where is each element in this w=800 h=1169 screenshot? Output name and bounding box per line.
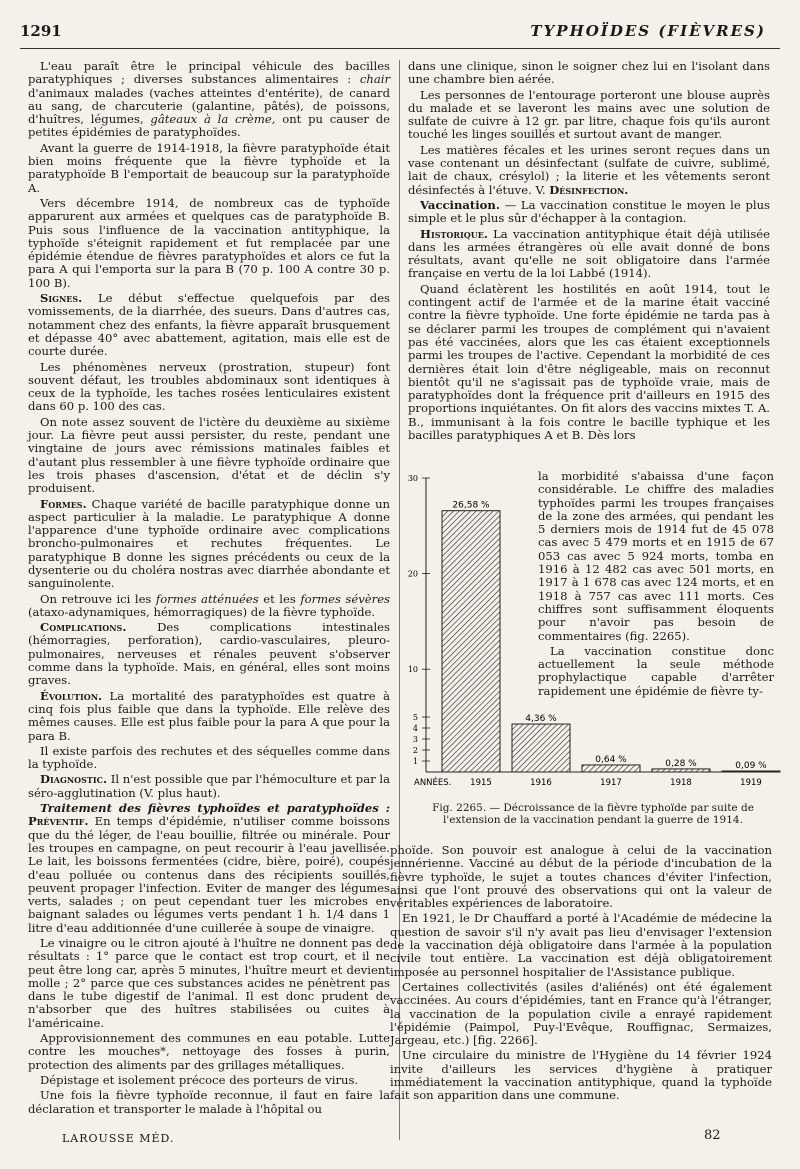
running-title: TYPHOÏDES (FIÈVRES) [530, 22, 766, 40]
paragraph: Les phénomènes nerveux (prostration, stupeur) font souvent défaut, les troubles abdominaux sont identiques à ceux de la typhoïde, les taches rosées lenticulaires existent dans 60 p. 100 des cas. [28, 359, 390, 414]
paragraph: Évolution. La mortalité des paratyphoïdes est quatre à cinq fois plus faible que dans la typhoïde. Elle relève des mêmes causes. Elle est plus faible pour la para A que pour la para B. [28, 688, 391, 743]
paragraph: dans une clinique, sinon le soigner chez lui en l'isolant dans une chambre bien aérée. [408, 59, 770, 87]
paragraph: Formes. Chaque variété de bacille paratyphique donne un aspect particulier à la maladie. Le paratyphique A donne l'apparence d'une typhoïde ordinaire avec complications broncho-pulmonaires et rechutes fréquentes. Le paratyphique B donne les signes précédents ou ceux de la dysenterie ou du choléra nostras avec diarrhée abondante et sanguinolente. [28, 496, 390, 591]
x-tick-label: 1916 [530, 778, 552, 788]
paragraph: Quand éclatèrent les hostilités en août 1914, tout le contingent actif de l'armée et de la marine était vacciné contre la fièvre typhoïde. Une forte épidémie ne tarda pas à se déclarer parmi les troupes de complément qui n'avaient pas été vaccinées, alors que les cas étaient exceptionnels parmi les troupes de l'active. Cependant la morbidité de ces dernières était loin d'être négligeable, mais on reconnut bientôt qu'il ne s'agissait pas de typhoïde vraie, mais de paratyphoïdes dont la fréquence prit d'ailleurs en 1915 des proportions inquiétantes. On fit alors des vaccins mixtes T. A. B., immunisant à la fois contre le bacille typhique et les bacilles paratyphiques A et B. Dès lors [408, 281, 770, 443]
y-tick-label: 20 [407, 569, 418, 579]
bar [442, 511, 500, 772]
paragraph: Dépistage et isolement précoce des porteurs de virus. [40, 1072, 359, 1087]
left-column [28, 60, 390, 1118]
paragraph: Traitement des fièvres typhoïdes et paratyphoïdes : Préventif. En temps d'épidémie, n'utiliser comme boissons que du thé léger, de l'eau bouillie, filtrée ou minérale. Pour les troupes en campagne, on peut recourir à l'eau javellisée. Le lait, les boissons fermentées (cidre, bière, poiré), coupés d'eau polluée ou contenus dans des récipients souillés, peuvent propager l'infection. Eviter de manger des légumes verts, salades ; on peut cependant tuer les microbes en baignant salades ou légumes verts pendant 1 h. 1/4 dans 1 litre d'eau additionnée d'une cuillerée à soupe de vinaigre. [28, 801, 391, 935]
paragraph: Il existe parfois des rechutes et des séquelles comme dans la typhoïde. [28, 743, 390, 772]
paragraph: En 1921, le Dr Chauffard a porté à l'Académie de médecine la question de savoir s'il n'y avait pas lieu d'envisager l'extension de la vaccination déjà obligatoire dans l'armée à la population civile tout entière. La vaccination est déjà obligatoirement imposée au personnel hospitalier de l'Assistance publique. [390, 911, 772, 979]
y-tick-label: 3 [412, 735, 418, 744]
paragraph: La vaccination constitue donc actuellement la seule méthode prophylactique capable d'arrêter rapidement une épidémie de fièvre ty- [538, 643, 774, 698]
y-tick-label: 30 [407, 474, 418, 483]
paragraph: Approvisionnement des communes en eau potable. Lutte contre les mouches*, nettoyage des fosses à purin, protection des aliments par des grillages métalliques. [28, 1031, 390, 1072]
figure-caption: Fig. 2265. — Décroissance de la fièvre typhoïde par suite de l'extension de la vaccination pendant la guerre de 1914. [432, 802, 754, 826]
page-number: 1291 [20, 22, 62, 40]
figure-2265 [398, 470, 798, 800]
footer-page-number: 82 [704, 1128, 721, 1143]
bar-value-label: 0,09 % [735, 761, 767, 772]
paragraph: Une fois la fièvre typhoïde reconnue, il faut en faire la déclaration et transporter le malade à l'hôpital ou [28, 1088, 390, 1116]
bar [722, 771, 780, 772]
x-tick-label: 1915 [470, 778, 492, 788]
paragraph: Vers décembre 1914, de nombreux cas de typhoïde apparurent aux armées et quelques cas de paratyphoïde B. Puis sous l'influence de la vaccination antityphique, la typhoïde s'éteignit rapidement et fut remplacée par une épidémie étendue de fièvres paratyphoïdes et alors ce fut la para A qui l'emporta sur la para B (70 p. 100 A contre 30 p. 100 B). [28, 195, 390, 290]
header-rule [20, 48, 780, 49]
page-header [20, 22, 780, 44]
chart-side-text [538, 470, 774, 700]
bar [652, 769, 710, 772]
bar-value-label: 0,28 % [665, 758, 697, 769]
paragraph: L'eau paraît être le principal véhicule des bacilles paratyphiques ; diverses substances alimentaires : chair d'animaux malades (vaches atteintes d'entérite), de canard au sang, de charcuterie (galantine, pâtés), de poissons, d'huîtres, légumes, gâteaux à la crème, ont pu causer de petites épidémies de paratyphoïdes. [28, 59, 391, 140]
y-tick-label: 5 [412, 713, 418, 722]
y-tick-label: 4 [412, 724, 418, 733]
x-tick-label: 1919 [740, 778, 762, 788]
paragraph: Signes. Le début s'effectue quelquefois par des vomissements, de la diarrhée, des sueurs. Dans d'autres cas, notamment chez des enfants, la fièvre apparaît brusquement et dépasse 40° avec abattement, agitation, mais elle est de courte durée. [28, 291, 391, 359]
paragraph: phoïde. Son pouvoir est analogue à celui de la vaccination jennérienne. Vacciné au début de la période d'incubation de la fièvre typhoïde, le sujet a toutes chances d'éviter l'infection, ainsi que l'ont prouvé des observations qui ont la valeur de véritables expériences de laboratoire. [390, 843, 772, 911]
paragraph: Une circulaire du ministre de l'Hygiène du 14 février 1924 invite d'ailleurs les services d'hygiène à pratiquer immédiatement la vaccination antityphique, quand la typhoïde fait son apparition dans une commune. [390, 1048, 772, 1103]
bar [512, 724, 570, 772]
bar-value-label: 4,36 % [525, 714, 557, 725]
paragraph: On note assez souvent de l'ictère du deuxième au sixième jour. La fièvre peut aussi persister, du reste, pendant une vingtaine de jours avec rémissions matinales faibles et d'autant plus ressembler à une fièvre typhoïde ordinaire que les trois phases d'ascension, d'état et de déclin s'y produisent. [28, 414, 390, 496]
paragraph: Avant la guerre de 1914-1918, la fièvre paratyphoïde était bien moins fréquente que la fièvre typhoïde et la paratyphoïde B l'emportait de beaucoup sur la paratyphoïde A. [28, 140, 390, 195]
bar-value-label: 26,58 % [452, 500, 490, 511]
right-column-bottom [390, 844, 772, 1105]
paragraph: Certaines collectivités (asiles d'aliénés) ont été également vaccinées. Au cours d'épidémies, tant en France qu'à l'étranger, la vaccination de la population civile a enrayé rapidement l'épidémie (Paimpol, Puy-l'Evêque, Rouffignac, Sermaizes, Jargeau, etc.) [fig. 2266]. [390, 979, 772, 1048]
paragraph: On retrouve ici les formes atténuées et les formes sévères (ataxo-adynamiques, hémorragiques) de la fièvre typhoïde. [28, 591, 391, 619]
paragraph: la morbidité s'abaissa d'une façon considérable. Le chiffre des maladies typhoïdes parmi les troupes françaises de la zone des armées, qui pendant les 5 derniers mois de 1914 fut de 45 078 cas avec 5 479 morts et en 1915 de 67 053 cas avec 5 924 morts, tomba en 1916 à 12 482 cas avec 501 morts, en 1917 à 1 678 cas avec 124 morts, et en 1918 à 757 cas avec 111 morts. Ces chiffres sont suffisamment éloquents pour n'avoir pas besoin de commentaires (fig. 2265). [538, 469, 774, 643]
x-axis-prefix: ANNÉES. [414, 778, 452, 788]
bar [582, 765, 640, 772]
paragraph: Les matières fécales et les urines seront reçues dans un vase contenant un désinfectant (sulfate de cuivre, sublimé, lait de chaux, crésylol) ; la literie et les vêtements seront désinfectés à l'étuve. V. Désinfection. [408, 142, 770, 197]
paragraph: Les personnes de l'entourage porteront une blouse auprès du malade et se laveront les mains avec une solution de sulfate de cuivre à 12 gr. par litre, chaque fois qu'ils auront touché les linges souillés et surtout avant de manger. [408, 87, 770, 142]
bar-value-label: 0,64 % [595, 754, 627, 765]
paragraph: Complications. Des complications intestinales (hémorragies, perforation), cardio-vasculaires, pleuro-pulmonaires, nerveuses et rénales peuvent s'observer comme dans la typhoïde. Mais, en général, elles sont moins graves. [28, 620, 390, 688]
y-tick-label: 2 [412, 746, 418, 755]
paragraph: Historique. La vaccination antityphique était déjà utilisée dans les armées étrangères où elle avait donné de bons résultats, avant qu'elle ne soit obligatoire dans l'armée française en vertu de la loi Labbé (1914). [408, 226, 771, 281]
x-tick-label: 1918 [670, 778, 692, 788]
paragraph: Vaccination. — La vaccination constitue le moyen le plus simple et le plus sûr d'échapper à la contagion. [408, 197, 770, 226]
paragraph: Le vinaigre ou le citron ajouté à l'huître ne donnent pas de résultats : 1° parce que le contact est trop court, et il ne peut être long car, après 5 minutes, l'huître meurt et devient molle ; 2° parce que ces substances acides ne pénètrent pas dans le tube digestif de l'animal. Il est donc prudent de n'absorber que des huîtres stabilisées ou cuites à l'américaine. [28, 936, 390, 1030]
x-tick-label: 1917 [600, 778, 622, 788]
y-tick-label: 10 [407, 665, 418, 675]
y-tick-label: 1 [412, 757, 418, 766]
right-column-top [408, 60, 770, 444]
footer-publisher: LAROUSSE MÉD. [62, 1132, 175, 1145]
paragraph: Diagnostic. Il n'est possible que par l'hémoculture et par la séro-agglutination (V. plus haut). [28, 772, 390, 800]
